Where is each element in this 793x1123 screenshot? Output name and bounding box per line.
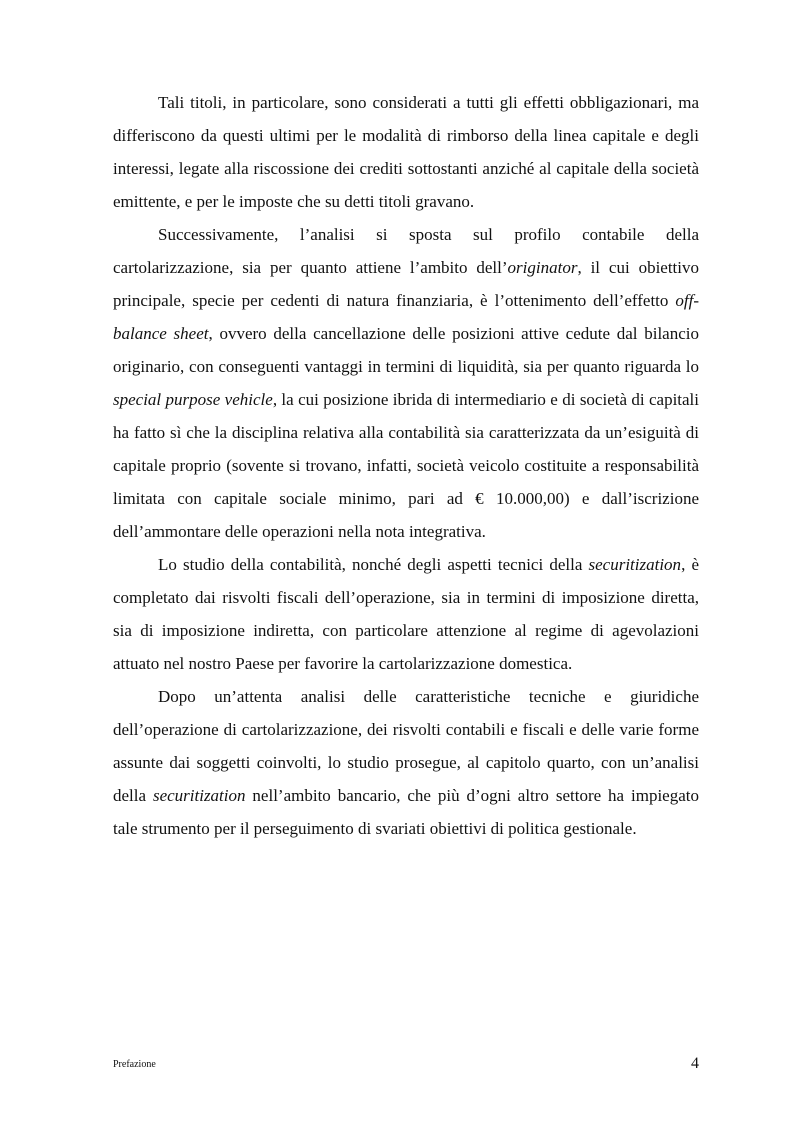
text-run: , il cui obiettivo principale, specie per cedenti di natura finanziaria, è l’ottenimento dell’effetto [113, 258, 700, 310]
paragraph [113, 86, 699, 218]
footer-section-title: Prefazione [113, 1059, 156, 1070]
text-run: Dopo un’attenta analisi delle caratteristiche tecniche e giuridiche dell’operazione di cartolarizzazione, dei risvolti contabili e fiscali e delle varie forme assunte dai soggetti coinvolti, lo studio prosegue, al capitolo quarto, con un’analisi della [113, 687, 699, 805]
italic-term: securitization [152, 786, 246, 805]
paragraph [113, 680, 699, 845]
italic-term: originator [507, 258, 578, 277]
page-body [113, 86, 699, 845]
text-run: , ovvero della cancellazione delle posizioni attive cedute dal bilancio originario, con conseguenti vantaggi in termini di liquidità, sia per quanto riguarda lo [113, 324, 699, 376]
text-run: , la cui posizione ibrida di intermediario e di società di capitali ha fatto sì che la disciplina relativa alla contabilità sia caratterizzata da un’esiguità di capitale proprio (sovente si trovano, infatti, società veicolo costituite a responsabilità limitata con capitale sociale minimo, pari ad € 10.000,00) e dall’iscrizione dell’ammontare delle operazioni nella nota integrativa. [113, 390, 700, 541]
italic-term: off-balance sheet [113, 291, 699, 343]
text-run: , è completato dai risvolti fiscali dell’operazione, sia in termini di imposizione diretta, sia di imposizione indiretta, con particolare attenzione al regime di agevolazioni attuato nel nostro Paese per favorire la cartolarizzazione domestica. [113, 555, 699, 673]
italic-term: special purpose vehicle [113, 390, 273, 409]
page-number: 4 [691, 1055, 699, 1072]
text-run: nell’ambito bancario, che più d’ogni altro settore ha impiegato tale strumento per il perseguimento di svariati obiettivi di politica gestionale. [113, 786, 699, 838]
text-run: Lo studio della contabilità, nonché degli aspetti tecnici della [158, 555, 589, 574]
italic-term: securitization [588, 555, 682, 574]
text-run: Successivamente, l’analisi si sposta sul profilo contabile della cartolarizzazione, sia per quanto attiene l’ambito dell’ [113, 225, 699, 277]
text-run: Tali titoli, in particolare, sono considerati a tutti gli effetti obbligazionari, ma differiscono da questi ultimi per le modalità di rimborso della linea capitale e degli interessi, legate alla riscossione dei crediti sottostanti anziché al capitale della società emittente, e per le imposte che su detti titoli gravano. [113, 93, 699, 211]
paragraph [113, 218, 699, 548]
paragraph [113, 548, 699, 680]
